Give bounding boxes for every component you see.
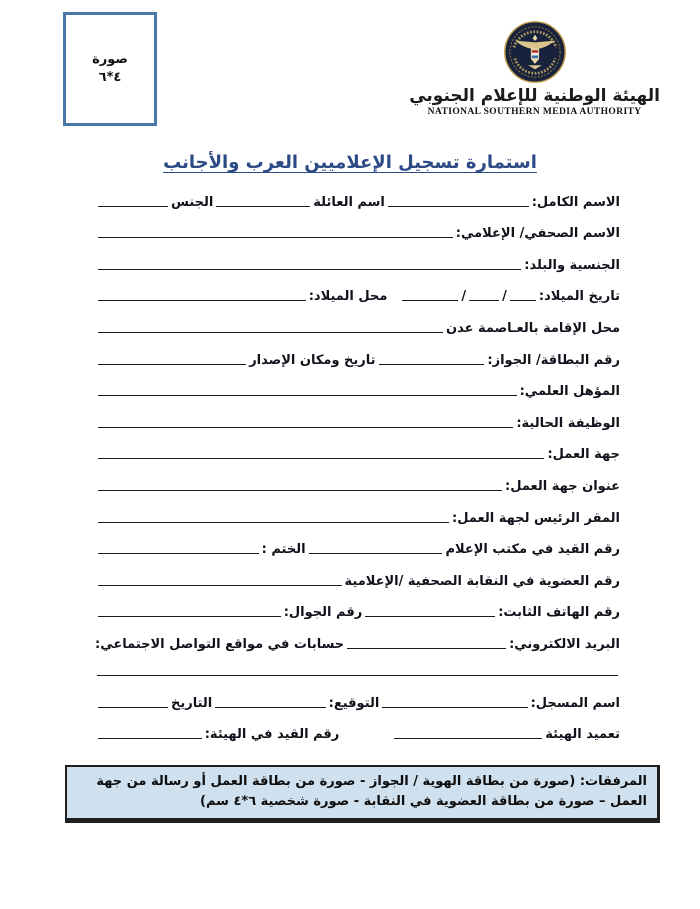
- blank-media-office-reg[interactable]: [309, 549, 443, 554]
- blank-residence[interactable]: [98, 328, 443, 333]
- field-label-syndicate-membership: رقم العضوية في النقابة الصحفية /الإعلامية: [344, 573, 620, 589]
- photo-box-label-line1: صورة: [92, 51, 128, 67]
- row-id-passport: [95, 337, 620, 369]
- blank-authority-reg[interactable]: [98, 734, 202, 739]
- blank-employer-address[interactable]: [98, 486, 502, 491]
- field-label-media-office-reg: رقم القيد في مكتب الإعلام: [445, 542, 620, 558]
- row-nationality: [95, 242, 620, 274]
- authority-emblem-icon: [503, 20, 567, 84]
- row-residence: [95, 305, 620, 337]
- authority-english-name: NATIONAL SOUTHERN MEDIA AUTHORITY: [427, 107, 642, 117]
- blank-date[interactable]: [98, 703, 168, 708]
- blank-syndicate-membership[interactable]: [98, 581, 342, 586]
- blank-employer-hq[interactable]: [98, 518, 449, 523]
- row-qualification: [95, 369, 620, 401]
- field-label-signature: التوقيع:: [328, 695, 380, 711]
- field-label-social-accounts: حسابات في مواقع التواصل الاجتماعي:: [95, 636, 345, 652]
- photo-box-label-line2: ٤*٦: [98, 70, 122, 85]
- authority-arabic-name: الهيئة الوطنية للإعلام الجنوبي: [409, 86, 660, 106]
- blank-registrar[interactable]: [382, 703, 527, 708]
- date-slash: /: [502, 289, 507, 305]
- field-label-nationality: الجنسية والبلد:: [524, 257, 620, 273]
- row-social-continuation: [95, 653, 620, 680]
- blank-current-job[interactable]: [98, 423, 513, 428]
- row-syndicate-membership: [95, 558, 620, 590]
- blank-qualification[interactable]: [98, 391, 517, 396]
- blank-id-passport[interactable]: [379, 360, 485, 365]
- row-email-social: [95, 621, 620, 653]
- blank-birth-day[interactable]: [510, 296, 536, 301]
- blank-family-name[interactable]: [216, 202, 310, 207]
- blank-issue[interactable]: [98, 360, 246, 365]
- field-label-gender: الجنس: [171, 194, 214, 210]
- row-registrar: [95, 680, 620, 712]
- blank-full-name[interactable]: [388, 202, 529, 207]
- header: [0, 0, 700, 136]
- field-label-birth-place: محل الميلاد:: [308, 289, 388, 305]
- row-employer-hq: [95, 495, 620, 527]
- row-employer: [95, 432, 620, 464]
- form-body: [95, 179, 620, 743]
- blank-signature[interactable]: [215, 703, 325, 708]
- blank-press-name[interactable]: [98, 233, 453, 238]
- field-label-residence: محل الإقامة بالعـاصمة عدن: [445, 320, 620, 336]
- blank-nationality[interactable]: [98, 265, 521, 270]
- field-label-family-name: اسم العائلة: [313, 194, 385, 210]
- date-slash: /: [461, 289, 467, 305]
- authority-logo: [409, 20, 660, 117]
- field-label-email: البريد الالكتروني:: [509, 636, 620, 652]
- row-authority: [95, 712, 620, 744]
- field-label-mobile: رقم الجوال:: [283, 605, 363, 621]
- row-current-job: [95, 400, 620, 432]
- field-label-birth-date: تاريخ الميلاد:: [538, 289, 620, 305]
- blank-birth-month[interactable]: [469, 296, 499, 301]
- blank-authority-endorsement[interactable]: [394, 734, 542, 739]
- photo-placeholder-box: [63, 12, 157, 126]
- field-label-current-job: الوظيفة الحالية:: [516, 415, 620, 431]
- field-label-id-passport: رقم البطاقة/ الجواز:: [487, 352, 620, 368]
- field-label-registrar: اسم المسجل:: [530, 695, 620, 711]
- row-phones: [95, 590, 620, 622]
- blank-mobile[interactable]: [98, 612, 281, 617]
- form-title: استمارة تسجيل الإعلاميين العرب والأجانب: [163, 152, 537, 173]
- row-birth: [95, 274, 620, 306]
- field-label-full-name: الاسم الكامل:: [531, 194, 620, 210]
- field-label-employer-hq: المقر الرئيس لجهة العمل:: [452, 510, 620, 526]
- blank-gender[interactable]: [98, 202, 168, 207]
- blank-landline[interactable]: [365, 612, 495, 617]
- blank-birth-place[interactable]: [98, 296, 306, 301]
- row-employer-address: [95, 463, 620, 495]
- field-label-landline: رقم الهاتف الثابت:: [498, 605, 620, 621]
- blank-employer[interactable]: [98, 454, 544, 459]
- row-press-name: [95, 211, 620, 243]
- attachments-note-box: المرفقات: (صورة من بطاقة الهوية / الجواز - صورة من بطاقة العمل أو رسالة من جهة العمل – صورة من بطاقة العضوية في النقابة - صورة شخصية ٦*٤ سم): [65, 765, 660, 823]
- row-media-office-reg: [95, 527, 620, 559]
- field-label-qualification: المؤهل العلمي:: [519, 384, 620, 400]
- field-label-employer-address: عنوان جهة العمل:: [505, 478, 620, 494]
- field-label-date: التاريخ: [171, 695, 213, 711]
- field-label-employer: جهة العمل:: [547, 447, 620, 463]
- field-label-press-name: الاسم الصحفي/ الإعلامي:: [455, 226, 620, 242]
- blank-stamp[interactable]: [98, 549, 259, 554]
- field-label-issue: تاريخ ومكان الإصدار: [249, 352, 376, 368]
- row-full-name: [95, 179, 620, 211]
- field-label-stamp: الختم :: [261, 542, 306, 558]
- blank-email[interactable]: [347, 644, 506, 649]
- blank-birth-year[interactable]: [402, 296, 458, 301]
- field-label-authority-reg: رقم القيد في الهيئة:: [204, 727, 340, 743]
- field-label-authority-endorsement: تعميد الهيئة: [545, 727, 620, 743]
- blank-social-accounts[interactable]: [97, 671, 618, 676]
